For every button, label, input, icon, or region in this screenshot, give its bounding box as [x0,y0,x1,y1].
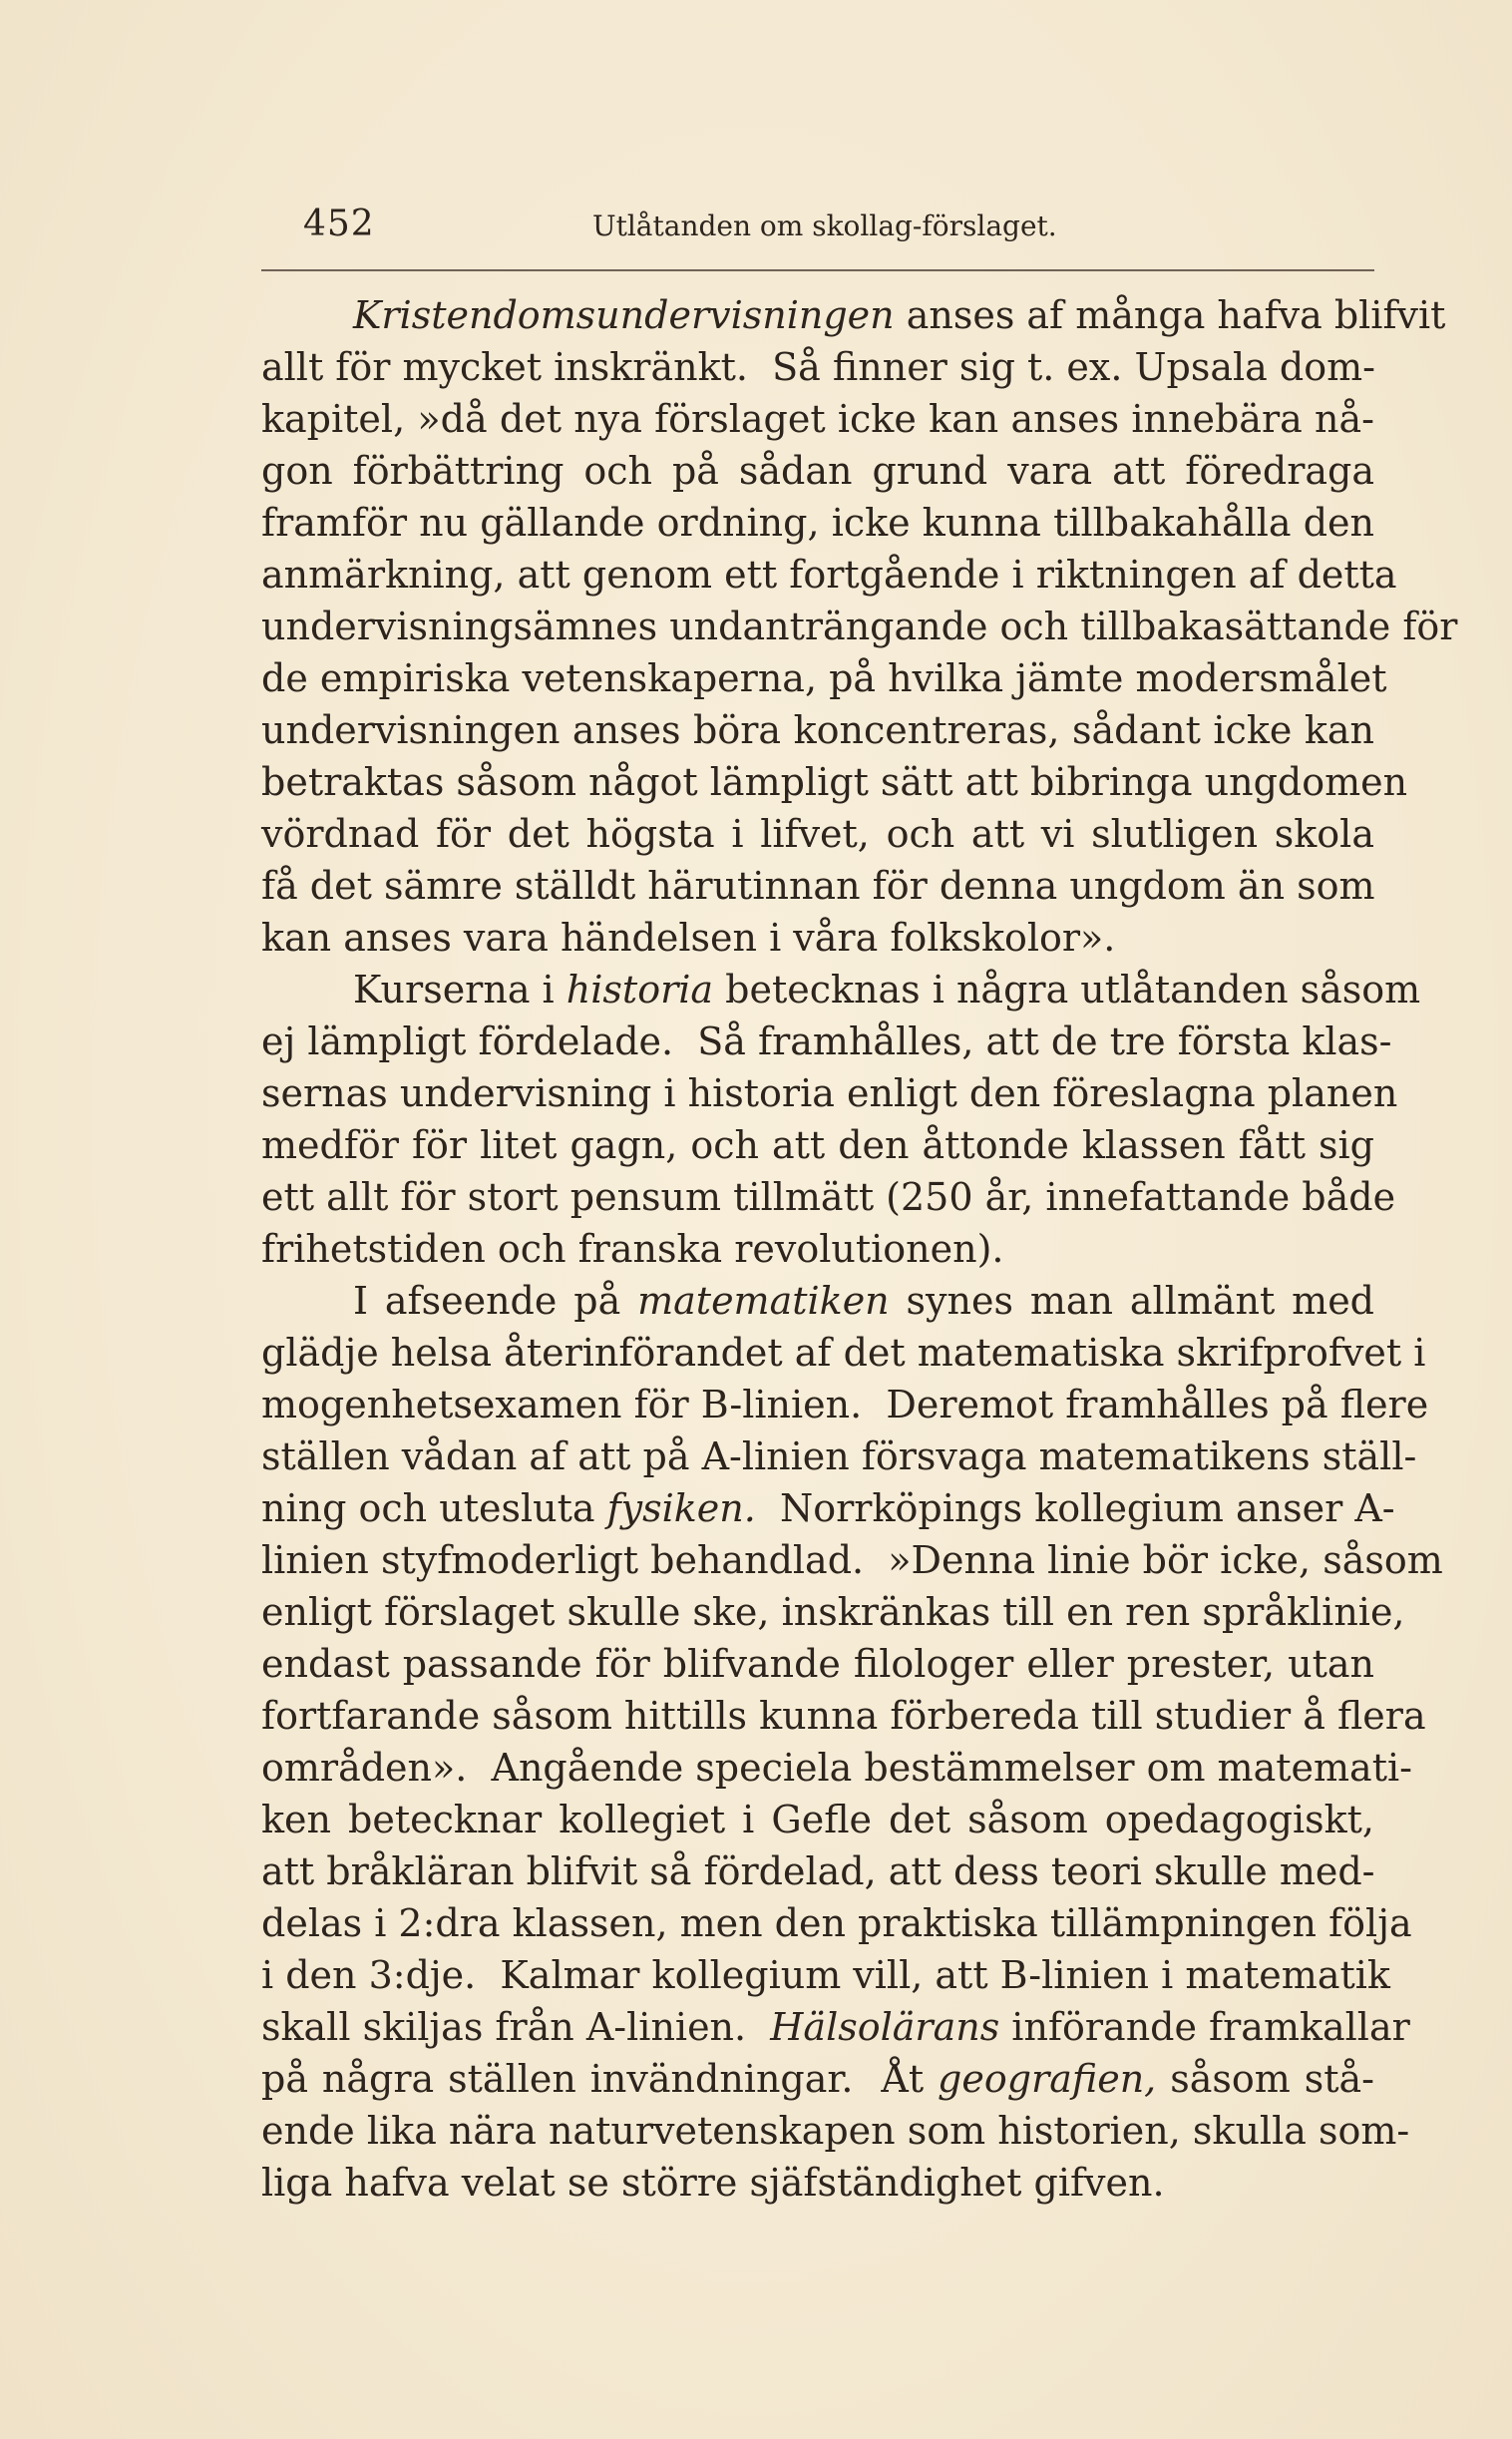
text-line [261,704,1374,756]
text-line [261,1379,1429,1430]
text-line [261,341,1374,393]
italic-term: Kristendomsundervisningen [353,293,895,337]
text-line [261,1171,1396,1223]
text-run: undervisningen anses böra koncentreras, sådant icke kan [261,708,1374,752]
text-run: Norrköpings kollegium anser A- [755,1486,1395,1530]
text-line [261,860,1374,912]
text-run: synes man allmänt med [889,1279,1375,1323]
text-line [261,445,1374,497]
text-line [261,1897,1412,1949]
text-line [261,1223,1374,1275]
text-line [261,497,1374,549]
text-run: på några ställen invändningar. Åt [261,2057,939,2101]
text-run: att bråkläran blifvit så fördelad, att dess teori skulle med- [261,1849,1375,1893]
text-run: ett allt för stort pensum tillmätt (250 år, innefattande både [261,1175,1396,1219]
text-line [261,808,1374,860]
paragraph [261,289,1458,964]
text-run: frihetstiden och franska revolutionen). [261,1227,1004,1271]
text-run: betraktas såsom något lämpligt sätt att bibringa ungdomen [261,760,1408,804]
text-run: glädje helsa återinförandet af det matematiska skrifprofvet i [261,1331,1426,1375]
text-run: delas i 2:dra klassen, men den praktiska tillämpningen följa [261,1901,1412,1945]
text-line [261,1742,1412,1794]
text-run: endast passande för blifvande filologer eller prester, utan [261,1642,1374,1686]
text-run: liga hafva velat se större sjäfständighet gifven. [261,2161,1165,2205]
text-run: skall skiljas från A-linien. [261,2005,771,2049]
text-run: ning och utesluta [261,1486,607,1530]
text-run: fortfarande såsom hittills kunna förbereda till studier å flera [261,1694,1426,1738]
text-line [261,549,1397,601]
text-line [261,1586,1405,1638]
text-run: I afseende på [353,1279,638,1323]
text-run: områden». Angående speciela bestämmelser om matemati- [261,1746,1412,1790]
text-run: betecknas i några utlåtanden såsom [713,968,1421,1012]
text-line [261,1275,1374,1327]
text-run: ställen vådan af att på A-linien försvaga matematikens ställ- [261,1434,1417,1478]
text-run: mogenhetsexamen för B-linien. Deremot framhålles på flere [261,1383,1429,1426]
text-run: medför för litet gagn, och att den åttonde klassen fått sig [261,1123,1374,1167]
text-line [261,393,1374,445]
text-line [261,2001,1410,2053]
page-number: 452 [303,203,375,244]
header-rule [261,269,1374,271]
text-run: anmärkning, att genom ett fortgående i riktningen af detta [261,553,1397,597]
text-run: såsom stå- [1156,2057,1374,2101]
text-run: kapitel, »då det nya förslaget icke kan anses innebära nå- [261,397,1374,441]
text-run: införande framkallar [999,2005,1410,2049]
text-run: enligt förslaget skulle ske, inskränkas till en ren språklinie, [261,1590,1405,1634]
text-line [261,1638,1374,1690]
text-line [261,1794,1374,1845]
italic-term: matematiken [637,1279,890,1323]
text-line [261,1016,1392,1067]
italic-term: fysiken. [606,1486,756,1530]
text-run: ken betecknar kollegiet i Gefle det såsom opedagogiskt, [261,1798,1374,1841]
text-run: i den 3:dje. Kalmar kollegium vill, att B-linien i matematik [261,1953,1390,1997]
text-line [261,1327,1426,1379]
text-line [261,289,1446,341]
text-line [261,756,1408,808]
text-line [261,1690,1426,1742]
text-run: vördnad för det högsta i lifvet, och att vi slutligen skola [261,812,1374,856]
text-line [261,964,1421,1016]
italic-term: Hälsolärans [770,2005,1000,2049]
text-line [261,2053,1374,2105]
text-line [261,912,1374,964]
text-line [261,2105,1410,2157]
text-line [261,1845,1374,1897]
body-text [261,289,1458,2209]
text-run: ej lämpligt fördelade. Så framhålles, att de tre första klas- [261,1019,1392,1063]
text-run: kan anses vara händelsen i våra folkskolor». [261,916,1116,960]
text-run: anses af många hafva blifvit [894,293,1446,337]
text-run: få det sämre ställdt härutinnan för denna ungdom än som [261,864,1375,908]
text-run: allt för mycket inskränkt. Så finner sig t. ex. Upsala dom- [261,345,1375,389]
paragraph [261,1275,1443,2209]
italic-term: historia [566,968,714,1012]
running-title: Utlåtanden om skollag-förslaget. [592,209,1057,242]
text-run: linien styfmoderligt behandlad. »Denna linie bör icke, såsom [261,1538,1443,1582]
text-line [261,1119,1374,1171]
paragraph [261,964,1421,1275]
text-line [261,2157,1374,2209]
text-run: ende lika nära naturvetenskapen som historien, skulla som- [261,2109,1410,2153]
page-header [303,203,1374,263]
text-run: gon förbättring och på sådan grund vara att föredraga [261,449,1374,493]
text-line [261,1482,1395,1534]
text-run: Kurserna i [353,968,567,1012]
text-line [261,652,1387,704]
text-line [261,1534,1443,1586]
italic-term: geografien, [938,2057,1157,2101]
text-line [261,601,1458,652]
text-line [261,1430,1417,1482]
text-run: de empiriska vetenskaperna, på hvilka jämte modersmålet [261,656,1387,700]
text-line [261,1949,1390,2001]
text-run: undervisningsämnes undanträngande och tillbakasättande för [261,605,1458,648]
text-run: framför nu gällande ordning, icke kunna tillbakahålla den [261,501,1374,545]
text-run: sernas undervisning i historia enligt den föreslagna planen [261,1071,1398,1115]
text-line [261,1067,1398,1119]
